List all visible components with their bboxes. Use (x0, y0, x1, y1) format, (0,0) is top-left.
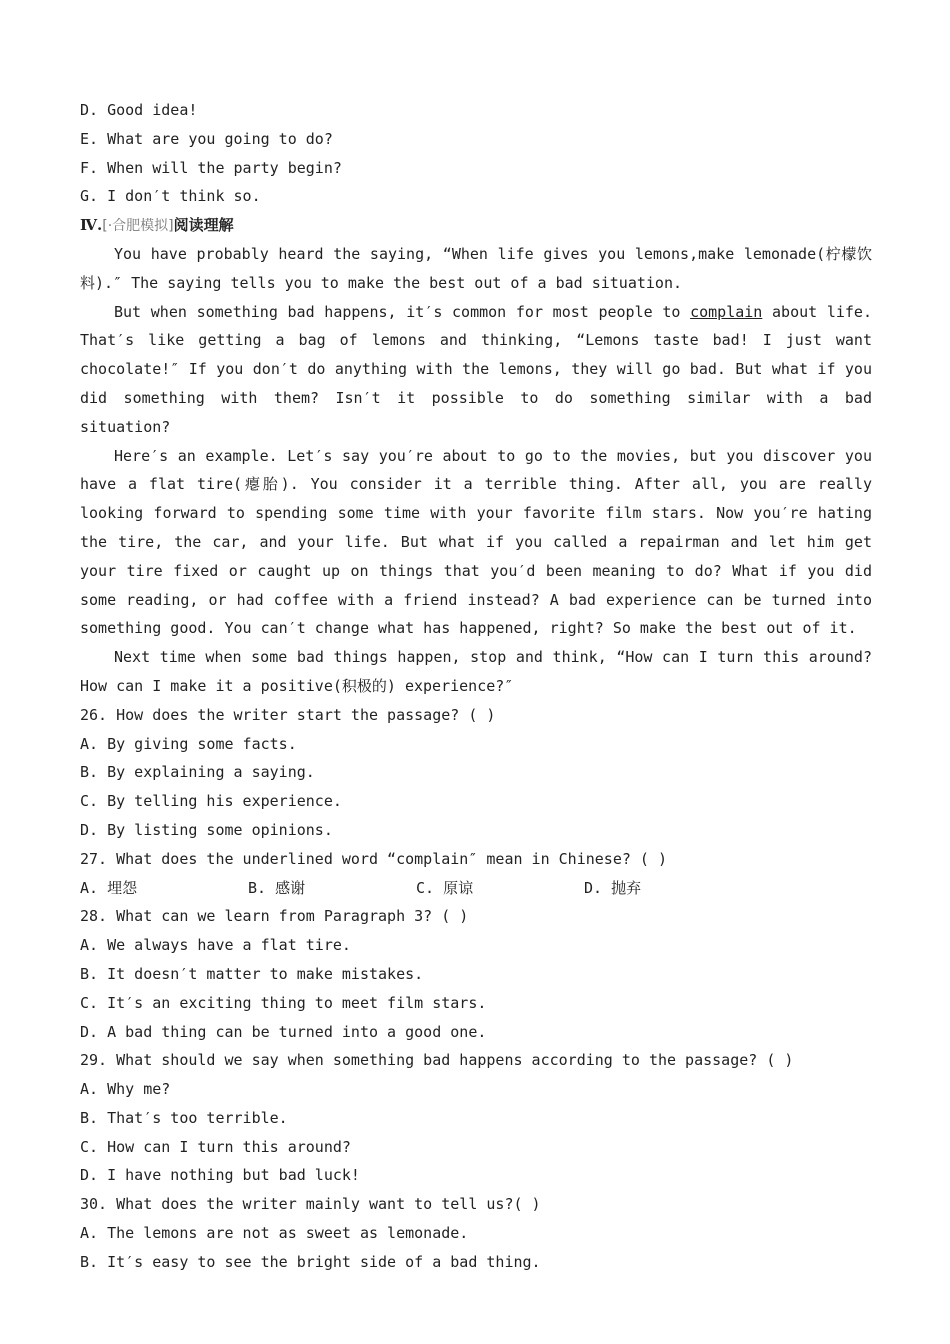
answer-option: D. 抛弃 (584, 878, 642, 897)
answer-option: A. 埋怨 (80, 878, 138, 897)
option-line: E. What are you going to do? (80, 129, 333, 148)
answer-option: B. It′s easy to see the bright side of a bad thing. (80, 1252, 541, 1271)
question-stem: 26. How does the writer start the passage? ( ) (80, 705, 496, 724)
question-stem: 29. What should we say when something bad happens according to the passage? ( ) (80, 1051, 794, 1070)
question-stem: 30. What does the writer mainly want to tell us?( ) (80, 1195, 541, 1214)
question-stem: 28. What can we learn from Paragraph 3? ( ) (80, 907, 469, 926)
section-number: Ⅳ. (80, 216, 103, 235)
answer-option: A. Why me? (80, 1080, 171, 1099)
passage-paragraph-3: Here′s an example. Let′s say you′re about to go to the movies, but you discover you have a flat tire(瘪胎). You consider it a terrible thing. After all, you are really looking forward to spending some time with your favorite film stars. Now you′re hating the tire, the car, and your life. But what if you called a repairman and let him get your tire fixed or caught up on things that you′d been meaning to do? What if you did some reading, or had coffee with a friend instead? A bad experience can be turned into something good. You can′t change what has happened, right? So make the best out of it. (80, 446, 872, 638)
document-page (80, 96, 872, 1277)
section-source: [·合肥模拟] (102, 218, 174, 235)
option-line: D. Good idea! (80, 101, 198, 119)
answer-option: B. By explaining a saying. (80, 763, 315, 782)
answer-option: D. By listing some opinions. (80, 820, 333, 839)
paragraph-text: But when something bad happens, it′s common for most people to (114, 302, 691, 321)
answer-option: C. How can I turn this around? (80, 1137, 351, 1156)
answer-option: C. 原谅 (416, 878, 474, 897)
passage-paragraph-1: You have probably heard the saying, “When life gives you lemons,make lemonade(柠檬饮料).″ The saying tells you to make the best out of a bad situation. (80, 244, 872, 292)
answer-option: D. I have nothing but bad luck! (80, 1166, 360, 1185)
underlined-word: complain (690, 302, 763, 321)
answer-option: D. A bad thing can be turned into a good one. (80, 1022, 487, 1041)
answer-option: C. It′s an exciting thing to meet film stars. (80, 993, 487, 1012)
answer-option: B. That′s too terrible. (80, 1108, 288, 1127)
answer-option: B. 感谢 (248, 878, 306, 897)
option-line: F. When will the party begin? (80, 158, 342, 177)
section-title: 阅读理解 (173, 216, 234, 235)
answer-option: A. We always have a flat tire. (80, 936, 351, 955)
paragraph-text: about life. That′s like getting a bag of lemons and thinking, “Lemons taste bad! I just want chocolate!″ If you don′t do anything with the lemons, they will go bad. But what if you did something with them? Isn′t it possible to do something similar with a bad situation? (80, 302, 872, 436)
passage-paragraph-4: Next time when some bad things happen, stop and think, “How can I turn this around? How can I make it a positive(积极的) experience?″ (80, 648, 872, 695)
question-stem: 27. What does the underlined word “complain″ mean in Chinese? ( ) (80, 849, 667, 868)
answer-options-row (80, 874, 872, 903)
answer-option: C. By telling his experience. (80, 792, 342, 811)
section-heading (80, 211, 872, 240)
answer-option: A. The lemons are not as sweet as lemonade. (80, 1224, 469, 1243)
answer-option: B. It doesn′t matter to make mistakes. (80, 964, 424, 983)
answer-option: A. By giving some facts. (80, 734, 297, 753)
passage-paragraph-2 (80, 298, 872, 442)
option-line: G. I don′t think so. (80, 187, 261, 206)
